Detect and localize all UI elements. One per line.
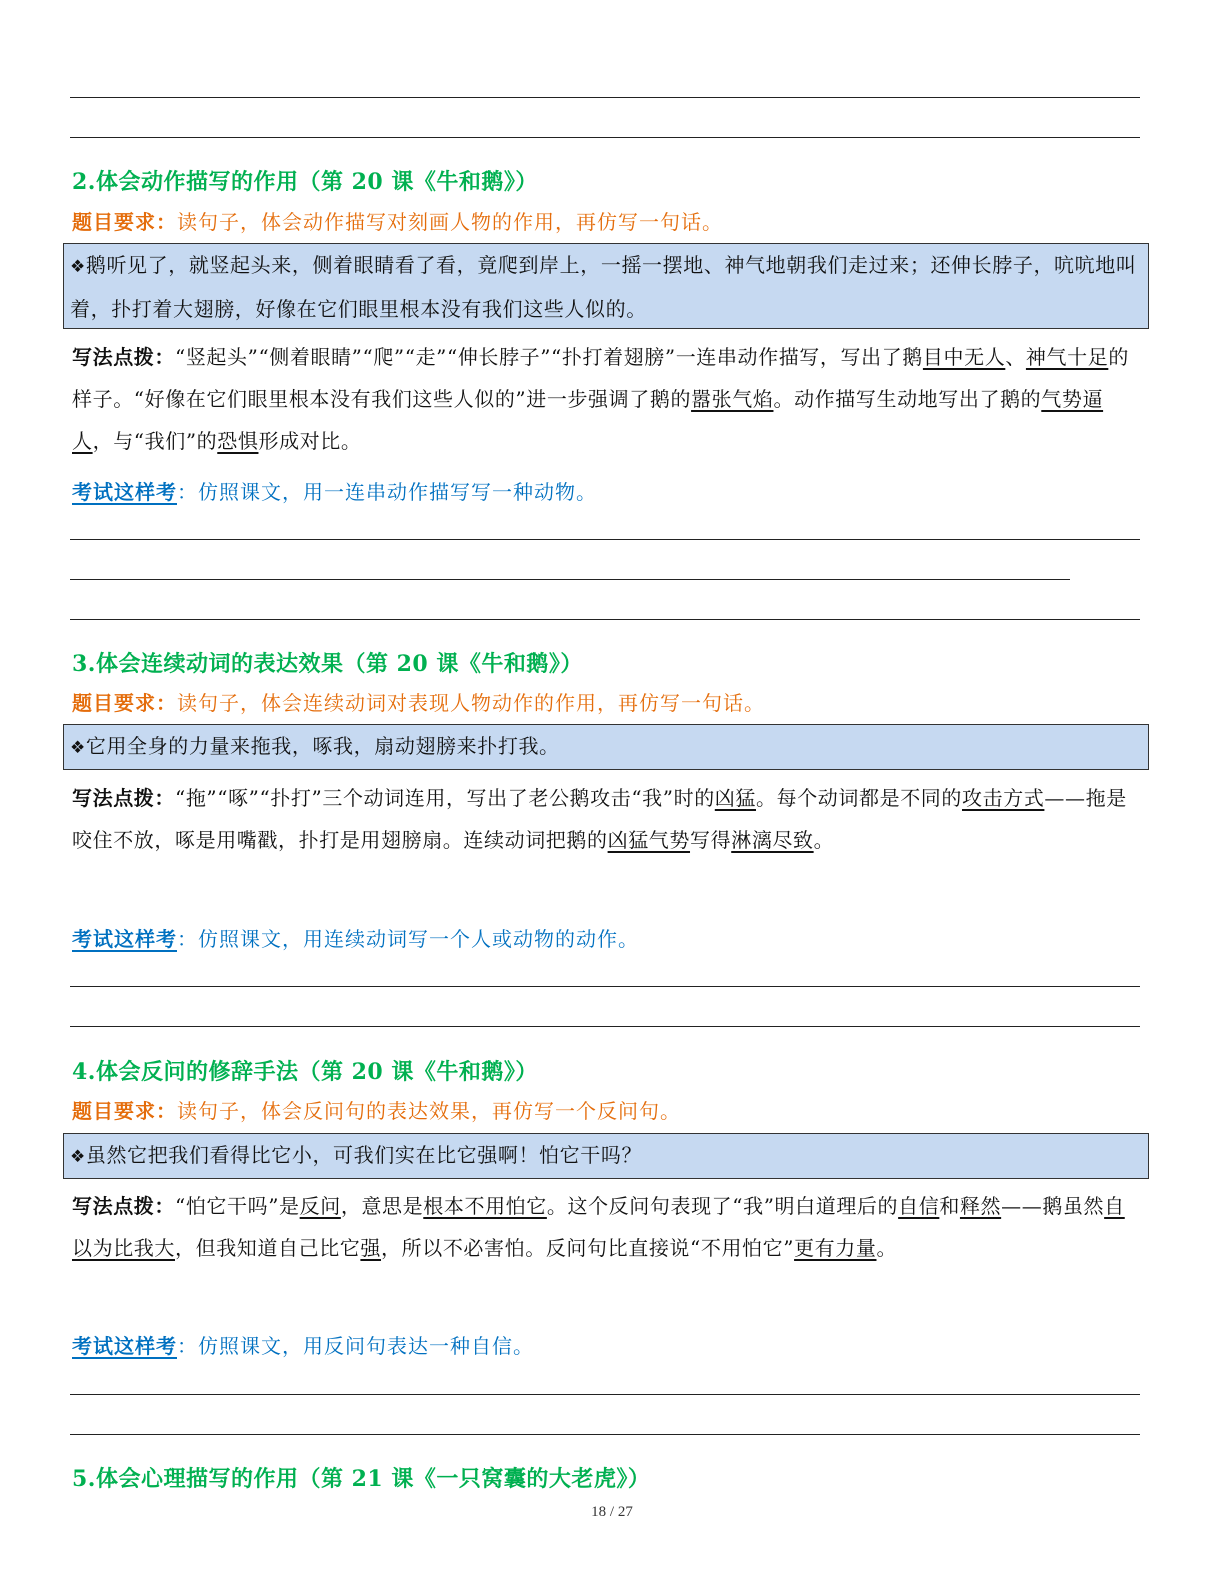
key-phrase: 根本不用怕它 bbox=[423, 1194, 547, 1218]
tip-text: 。 bbox=[876, 1236, 898, 1260]
tip-text: ，意思是 bbox=[340, 1194, 424, 1218]
requirement-label: 题目要求： bbox=[72, 210, 177, 234]
tip-text: 和 bbox=[939, 1194, 960, 1218]
key-phrase: 恐惧 bbox=[217, 429, 259, 453]
section-heading-3: 3.体会连续动词的表达效果（第 20 课《牛和鹅》） bbox=[72, 651, 583, 677]
exam-text: ：仿照课文，用连续动词写一个人或动物的动作。 bbox=[177, 927, 639, 951]
answer-line bbox=[70, 619, 1140, 620]
tip-text: “竖起头”“侧着眼睛”“爬”“走”“伸长脖子”“扑打着翅膀”一连串动作描写，写出了鹅 bbox=[175, 345, 923, 369]
tip-text: 。每个动词都是不同的 bbox=[756, 786, 962, 810]
tip-text: 形成对比。 bbox=[258, 429, 362, 453]
key-phrase: 凶猛 bbox=[714, 786, 756, 810]
tip-content bbox=[72, 345, 1129, 453]
tip-text: 。 bbox=[813, 828, 835, 852]
exam-prompt-2 bbox=[72, 476, 597, 505]
requirement-4 bbox=[72, 1095, 681, 1124]
answer-line bbox=[70, 1026, 1140, 1027]
quote-box-4 bbox=[63, 1133, 1149, 1179]
tip-text: 。动作描写生动地写出了鹅的 bbox=[773, 387, 1042, 411]
key-phrase: 强 bbox=[360, 1236, 382, 1260]
section-heading-2: 2.体会动作描写的作用（第 20 课《牛和鹅》） bbox=[72, 169, 538, 195]
exam-label: 考试这样考 bbox=[72, 1334, 177, 1358]
tip-text: 。这个反问句表现了“我”明白道理后的 bbox=[546, 1194, 899, 1218]
key-phrase: 反问 bbox=[299, 1194, 341, 1218]
tip-text: ——拖是咬住不放，啄是用嘴戳，扑打是用翅膀扇。连续动词把鹅的 bbox=[72, 786, 1127, 852]
exam-text: ：仿照课文，用一连串动作描写写一种动物。 bbox=[177, 480, 597, 504]
exam-prompt-4 bbox=[72, 1330, 534, 1359]
key-phrase: 气势逼人 bbox=[72, 387, 1104, 453]
answer-line bbox=[70, 1434, 1140, 1435]
diamond-bullet-icon: ❖ bbox=[70, 738, 86, 758]
requirement-text: 读句子，体会连续动词对表现人物动作的作用，再仿写一句话。 bbox=[177, 691, 765, 715]
tip-text: 、 bbox=[1005, 345, 1026, 369]
tip-text: 的样子。“好像在它们眼里根本没有我们这些人似的”进一步强调了鹅的 bbox=[72, 345, 1129, 411]
answer-line bbox=[70, 97, 1140, 98]
tip-text: ，与“我们”的 bbox=[92, 429, 218, 453]
exam-text: ：仿照课文，用反问句表达一种自信。 bbox=[177, 1334, 534, 1358]
exam-prompt-3 bbox=[72, 923, 639, 952]
requirement-3 bbox=[72, 687, 765, 716]
key-phrase: 攻击方式 bbox=[962, 786, 1045, 810]
tip-content bbox=[72, 786, 1127, 852]
page-number: 18 / 27 bbox=[591, 1504, 633, 1520]
quote-box-2 bbox=[63, 243, 1149, 329]
section-heading-4: 4.体会反问的修辞手法（第 20 课《牛和鹅》） bbox=[72, 1059, 538, 1085]
diamond-bullet-icon: ❖ bbox=[70, 1147, 86, 1167]
key-phrase: 神气十足 bbox=[1025, 345, 1109, 369]
key-phrase: 更有力量 bbox=[794, 1236, 877, 1260]
writing-tip-4 bbox=[72, 1185, 1144, 1269]
requirement-text: 读句子，体会反问句的表达效果，再仿写一个反问句。 bbox=[177, 1099, 681, 1123]
requirement-label: 题目要求： bbox=[72, 1099, 177, 1123]
key-phrase: 自以为比我大 bbox=[72, 1194, 1125, 1260]
key-phrase: 凶猛气势 bbox=[607, 828, 691, 852]
tip-text: 写得 bbox=[690, 828, 732, 852]
tip-text: ，所以不必害怕。反问句比直接说“不用怕它” bbox=[381, 1236, 795, 1260]
tip-text: “拖”“啄”“扑打”三个动词连用，写出了老公鹅攻击“我”时的 bbox=[175, 786, 715, 810]
section-heading-5: 5.体会心理描写的作用（第 21 课《一只窝囊的大老虎》） bbox=[72, 1466, 651, 1492]
exam-label: 考试这样考 bbox=[72, 480, 177, 504]
key-phrase: 嚣张气焰 bbox=[691, 387, 774, 411]
tip-text: “怕它干吗”是 bbox=[175, 1194, 300, 1218]
quote-text: 鹅听见了，就竖起头来，侧着眼睛看了看，竟爬到岸上，一摇一摆地、神气地朝我们走过来；还伸长脖子，吭吭地叫着，扑打着大翅膀，好像在它们眼里根本没有我们这些人似的。 bbox=[70, 253, 1137, 321]
tip-label: 写法点拨： bbox=[72, 1194, 175, 1218]
key-phrase: 释然 bbox=[959, 1194, 1002, 1218]
key-phrase: 自信 bbox=[898, 1194, 940, 1218]
quote-text: 虽然它把我们看得比它小，可我们实在比它强啊！怕它干吗？ bbox=[85, 1143, 643, 1167]
writing-tip-3 bbox=[72, 777, 1144, 861]
tip-content bbox=[72, 1194, 1125, 1260]
requirement-2 bbox=[72, 206, 723, 235]
tip-label: 写法点拨： bbox=[72, 345, 175, 369]
answer-line bbox=[70, 137, 1140, 138]
diamond-bullet-icon: ❖ bbox=[70, 257, 86, 277]
requirement-text: 读句子，体会动作描写对刻画人物的作用，再仿写一句话。 bbox=[177, 210, 723, 234]
answer-line bbox=[70, 579, 1070, 580]
answer-line bbox=[70, 539, 1140, 540]
tip-text: ——鹅虽然 bbox=[1001, 1194, 1105, 1218]
answer-line bbox=[70, 986, 1140, 987]
key-phrase: 淋漓尽致 bbox=[731, 828, 814, 852]
quote-box-3 bbox=[63, 724, 1149, 770]
requirement-label: 题目要求： bbox=[72, 691, 177, 715]
quote-text: 它用全身的力量来拖我，啄我，扇动翅膀来扑打我。 bbox=[85, 734, 560, 758]
writing-tip-2 bbox=[72, 336, 1144, 462]
answer-line bbox=[70, 1394, 1140, 1395]
key-phrase: 目中无人 bbox=[922, 345, 1006, 369]
tip-label: 写法点拨： bbox=[72, 786, 175, 810]
tip-text: ，但我知道自己比它 bbox=[175, 1236, 361, 1260]
exam-label: 考试这样考 bbox=[72, 927, 177, 951]
